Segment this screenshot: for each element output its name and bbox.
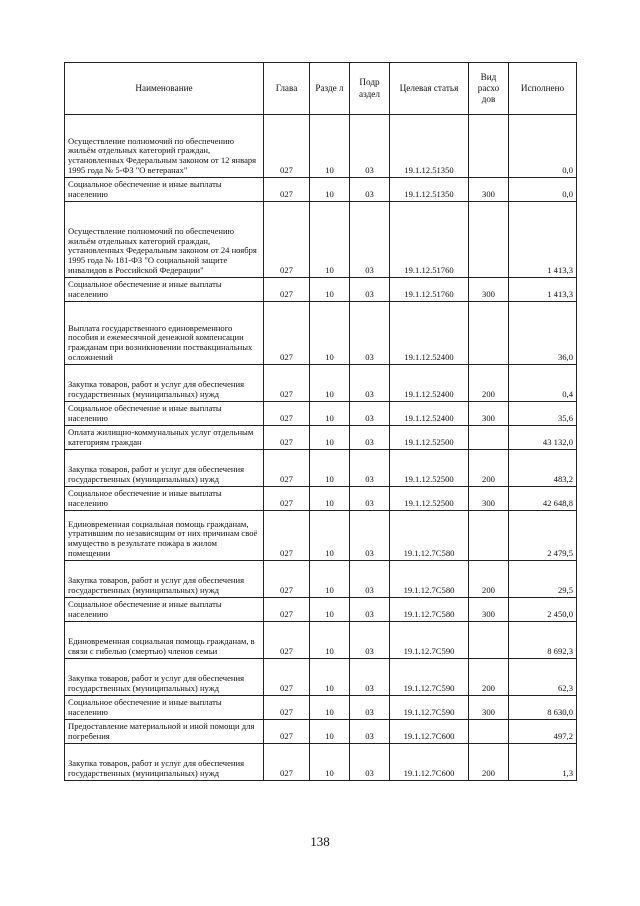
cell-razdel: 10 — [310, 511, 350, 561]
cell-razdel: 10 — [310, 115, 350, 178]
cell-vid — [469, 426, 509, 450]
table-row — [65, 115, 577, 178]
cell-name: Закупка товаров, работ и услуг для обеспечения государственных (муниципальных) нужд — [65, 365, 264, 402]
table-row — [65, 302, 577, 365]
cell-sum: 8 630,0 — [509, 696, 577, 720]
cell-glava: 027 — [264, 115, 310, 178]
cell-glava: 027 — [264, 561, 310, 598]
cell-statya: 19.1.12.7С580 — [390, 561, 469, 598]
cell-vid: 200 — [469, 561, 509, 598]
cell-glava: 027 — [264, 302, 310, 365]
budget-table — [64, 62, 577, 781]
cell-podrazdel: 03 — [350, 622, 390, 659]
cell-statya: 19.1.12.52500 — [390, 450, 469, 487]
cell-statya: 19.1.12.52500 — [390, 487, 469, 511]
cell-razdel: 10 — [310, 450, 350, 487]
cell-vid — [469, 202, 509, 278]
cell-podrazdel: 03 — [350, 598, 390, 622]
cell-vid: 300 — [469, 402, 509, 426]
cell-name: Социальное обеспечение и иные выплаты населению — [65, 278, 264, 302]
cell-glava: 027 — [264, 622, 310, 659]
cell-podrazdel: 03 — [350, 561, 390, 598]
cell-sum: 43 132,0 — [509, 426, 577, 450]
cell-sum: 36,0 — [509, 302, 577, 365]
cell-name: Социальное обеспечение и иные выплаты населению — [65, 402, 264, 426]
cell-podrazdel: 03 — [350, 511, 390, 561]
cell-razdel: 10 — [310, 178, 350, 202]
cell-name: Закупка товаров, работ и услуг для обеспечения государственных (муниципальных) нужд — [65, 659, 264, 696]
table-row — [65, 202, 577, 278]
cell-vid: 200 — [469, 659, 509, 696]
cell-sum: 1 413,3 — [509, 202, 577, 278]
cell-sum: 0,0 — [509, 178, 577, 202]
cell-name: Предоставление материальной и иной помощи для погребения — [65, 720, 264, 744]
table-row — [65, 178, 577, 202]
cell-razdel: 10 — [310, 720, 350, 744]
cell-razdel: 10 — [310, 598, 350, 622]
cell-name: Закупка товаров, работ и услуг для обеспечения государственных (муниципальных) нужд — [65, 561, 264, 598]
table-row — [65, 622, 577, 659]
cell-name: Осуществление полномочий по обеспечению жильём отдельных категорий граждан, установленных Федеральным законом от 24 ноября 1995 года № 181-ФЗ "О социальной защите инвалидов в Российской Федерации" — [65, 202, 264, 278]
cell-sum: 35,6 — [509, 402, 577, 426]
header-statya: Целевая статья — [390, 63, 469, 115]
cell-statya: 19.1.12.51350 — [390, 115, 469, 178]
header-vid: Вид расхо дов — [469, 63, 509, 115]
table-row — [65, 561, 577, 598]
cell-sum: 2 479,5 — [509, 511, 577, 561]
cell-razdel: 10 — [310, 402, 350, 426]
cell-statya: 19.1.12.52500 — [390, 426, 469, 450]
cell-vid: 200 — [469, 365, 509, 402]
cell-statya: 19.1.12.51350 — [390, 178, 469, 202]
cell-glava: 027 — [264, 450, 310, 487]
table-row — [65, 659, 577, 696]
cell-sum: 62,3 — [509, 659, 577, 696]
cell-statya: 19.1.12.7С590 — [390, 622, 469, 659]
cell-name: Социальное обеспечение и иные выплаты населению — [65, 696, 264, 720]
cell-sum: 42 648,8 — [509, 487, 577, 511]
cell-razdel: 10 — [310, 278, 350, 302]
cell-razdel: 10 — [310, 487, 350, 511]
cell-razdel: 10 — [310, 622, 350, 659]
cell-sum: 29,5 — [509, 561, 577, 598]
cell-glava: 027 — [264, 696, 310, 720]
cell-razdel: 10 — [310, 659, 350, 696]
cell-podrazdel: 03 — [350, 365, 390, 402]
table-body — [65, 115, 577, 781]
cell-vid: 200 — [469, 744, 509, 781]
table-row — [65, 720, 577, 744]
table-row — [65, 450, 577, 487]
cell-statya: 19.1.12.52400 — [390, 302, 469, 365]
cell-statya: 19.1.12.7С600 — [390, 720, 469, 744]
cell-sum: 483,2 — [509, 450, 577, 487]
table-row — [65, 278, 577, 302]
table-row — [65, 365, 577, 402]
cell-razdel: 10 — [310, 365, 350, 402]
cell-podrazdel: 03 — [350, 302, 390, 365]
cell-sum: 2 450,0 — [509, 598, 577, 622]
cell-sum: 0,4 — [509, 365, 577, 402]
cell-razdel: 10 — [310, 202, 350, 278]
cell-statya: 19.1.12.7С600 — [390, 744, 469, 781]
cell-glava: 027 — [264, 278, 310, 302]
cell-name: Социальное обеспечение и иные выплаты населению — [65, 487, 264, 511]
cell-vid — [469, 511, 509, 561]
cell-podrazdel: 03 — [350, 720, 390, 744]
cell-vid — [469, 302, 509, 365]
cell-razdel: 10 — [310, 426, 350, 450]
cell-podrazdel: 03 — [350, 487, 390, 511]
cell-podrazdel: 03 — [350, 115, 390, 178]
cell-statya: 19.1.12.7С580 — [390, 511, 469, 561]
cell-statya: 19.1.12.7С590 — [390, 696, 469, 720]
cell-sum: 497,2 — [509, 720, 577, 744]
cell-podrazdel: 03 — [350, 202, 390, 278]
cell-vid: 200 — [469, 450, 509, 487]
cell-glava: 027 — [264, 365, 310, 402]
cell-razdel: 10 — [310, 302, 350, 365]
cell-podrazdel: 03 — [350, 278, 390, 302]
table-row — [65, 598, 577, 622]
cell-razdel: 10 — [310, 744, 350, 781]
cell-podrazdel: 03 — [350, 450, 390, 487]
cell-name: Закупка товаров, работ и услуг для обеспечения государственных (муниципальных) нужд — [65, 744, 264, 781]
cell-podrazdel: 03 — [350, 426, 390, 450]
cell-glava: 027 — [264, 744, 310, 781]
cell-podrazdel: 03 — [350, 402, 390, 426]
cell-glava: 027 — [264, 426, 310, 450]
cell-razdel: 10 — [310, 696, 350, 720]
table-row — [65, 402, 577, 426]
header-sum: Исполнено — [509, 63, 577, 115]
table-row — [65, 426, 577, 450]
cell-statya: 19.1.12.7С580 — [390, 598, 469, 622]
cell-sum: 0,0 — [509, 115, 577, 178]
cell-name: Осуществление полномочий по обеспечению жильём отдельных категорий граждан, установленных Федеральным законом от 12 января 1995 года № 5-ФЗ "О ветеранах" — [65, 115, 264, 178]
cell-vid — [469, 622, 509, 659]
cell-sum: 1,3 — [509, 744, 577, 781]
table-row — [65, 487, 577, 511]
cell-vid: 300 — [469, 598, 509, 622]
cell-statya: 19.1.12.51760 — [390, 202, 469, 278]
page-number: 138 — [310, 834, 330, 849]
cell-glava: 027 — [264, 202, 310, 278]
cell-statya: 19.1.12.52400 — [390, 365, 469, 402]
cell-glava: 027 — [264, 178, 310, 202]
cell-glava: 027 — [264, 487, 310, 511]
header-glava: Глава — [264, 63, 310, 115]
cell-name: Выплата государственного единовременного пособия и ежемесячной денежной компенсации гражданам при возникновении поствакцинальных осложнений — [65, 302, 264, 365]
table-row — [65, 696, 577, 720]
table-row — [65, 511, 577, 561]
cell-vid — [469, 115, 509, 178]
header-podrazdel: Подр аздел — [350, 63, 390, 115]
cell-glava: 027 — [264, 598, 310, 622]
cell-vid: 300 — [469, 278, 509, 302]
header-name: Наименование — [65, 63, 264, 115]
cell-glava: 027 — [264, 720, 310, 744]
table-row — [65, 744, 577, 781]
cell-vid: 300 — [469, 178, 509, 202]
cell-podrazdel: 03 — [350, 744, 390, 781]
cell-razdel: 10 — [310, 561, 350, 598]
cell-vid: 300 — [469, 487, 509, 511]
cell-name: Социальное обеспечение и иные выплаты населению — [65, 598, 264, 622]
cell-statya: 19.1.12.51760 — [390, 278, 469, 302]
cell-vid — [469, 720, 509, 744]
cell-glava: 027 — [264, 659, 310, 696]
cell-name: Социальное обеспечение и иные выплаты населению — [65, 178, 264, 202]
cell-glava: 027 — [264, 511, 310, 561]
cell-glava: 027 — [264, 402, 310, 426]
cell-name: Закупка товаров, работ и услуг для обеспечения государственных (муниципальных) нужд — [65, 450, 264, 487]
cell-sum: 1 413,3 — [509, 278, 577, 302]
cell-sum: 8 692,3 — [509, 622, 577, 659]
cell-podrazdel: 03 — [350, 696, 390, 720]
cell-podrazdel: 03 — [350, 659, 390, 696]
cell-name: Единовременная социальная помощь гражданам, в связи с гибелью (смертью) членов семьи — [65, 622, 264, 659]
cell-name: Оплата жилищно-коммунальных услуг отдельным категориям граждан — [65, 426, 264, 450]
cell-statya: 19.1.12.52400 — [390, 402, 469, 426]
cell-vid: 300 — [469, 696, 509, 720]
cell-statya: 19.1.12.7С590 — [390, 659, 469, 696]
header-row — [65, 63, 577, 115]
header-razdel: Разде л — [310, 63, 350, 115]
cell-podrazdel: 03 — [350, 178, 390, 202]
cell-name: Единовременная социальная помощь гражданам, утратившим по независящим от них причинам своё имущество в результате пожара в жилом помещении — [65, 511, 264, 561]
